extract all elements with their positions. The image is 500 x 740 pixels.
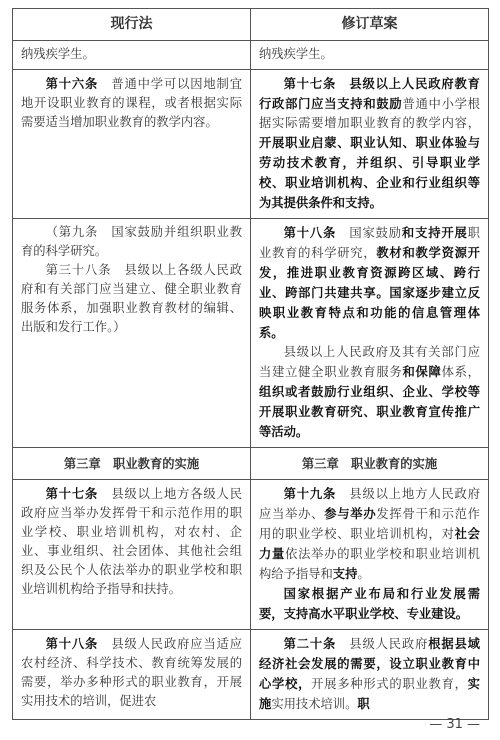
text-run: 体系， [441,365,480,379]
table-row [13,70,489,219]
revised-text: 职 [357,696,370,711]
text-run: 国家鼓励 [336,226,402,240]
cell-revised [251,219,489,448]
revised-text: 支持 [332,566,358,581]
table-row [13,480,489,630]
text-run: 纳残疾学生。 [259,47,333,61]
cell-current [13,70,251,219]
revised-text: 开展职业启蒙、职业认知、职业体验与劳动技术教育，并组织、引导职业学校、职业培训机构、企业和行业组织等为其提供条件和支持。 [259,135,480,210]
cell-revised [251,630,489,720]
header-revised-draft: 修订草案 [251,9,489,41]
text-run: 实用技术培训。 [271,697,358,711]
comparison-table [12,8,489,720]
cell-current [13,41,251,70]
revised-text: 县级以上人民政府教育行政部门应当支持和鼓励 [259,76,480,111]
article-number: 第二十条 [283,636,337,651]
text-run [336,77,349,91]
article-number: 第十六条 [45,76,99,91]
chapter-row [13,448,489,480]
revised-text: 实施 [259,676,480,711]
revised-text: 教材和教学资源开发，推进职业教育资源跨区域、跨行业、跨部门共建共享。国家逐步建立反映职业教育特点和功能的信息管理体系。 [259,245,480,340]
cell-revised [251,41,489,70]
cell-current [13,219,251,448]
page-number: — 31 — [429,717,480,732]
table-row [13,41,489,70]
table-row [13,219,489,448]
text-run: 发挥骨干和示范作用的职业学校、职业培训机构，对 [259,507,480,541]
text-run: 。 [357,567,370,581]
cell-current [13,630,251,720]
revised-text: 参与举办 [324,506,377,521]
revised-text: 国家根据产业布局和行业发展需要，支持高水平职业学校、专业建设。 [259,586,480,621]
article-number: 第十七条 [45,486,99,501]
article-number: 第十八条 [283,225,337,240]
cell-current [13,480,251,630]
text-run: 普通中学可以因地制宜地开设职业教育的课程，或者根据实际需要适当增加职业教育的教学内容。 [21,77,242,129]
text-run: 第三十八条 县级以上各级人民政府和有关部门应当建立、健全职业教育服务体系，加强职业教育教材的编辑、出版和发行工作。） [21,263,242,334]
revised-text: 和保障 [402,364,442,379]
header-current-law: 现行法 [13,9,251,41]
chapter-title-current: 第三章 职业教育的实施 [13,448,251,480]
text-run: 县级以上人民政府及其有关部门应当建立健全职业教育服务 [259,345,480,379]
article-number: 第十八条 [45,636,99,651]
text-run: 县级人民政府应当适应农村经济、科学技术、教育统筹发展的需要，举办多种形式的职业教育，开展实用技术的培训，促进农 [21,637,242,708]
table-row [13,630,489,720]
revised-text: 根据县域经济社会发展的需要，设立职业教育中心学校， [259,636,480,691]
text-run: 依法举办的职业学校和职业培训机构给予指导和 [259,547,480,581]
text-run: 县级以上地方人民政府应当举办、 [259,487,480,521]
text-run: 普通中小学根据实际需要增加职业教育的教学内容， [259,97,480,130]
chapter-title-revised: 第三章 职业教育的实施 [251,448,489,480]
article-number: 第十七条 [283,76,337,91]
revised-text: 组织或者鼓励行业组织、企业、学校等开展职业教育研究、职业教育宣传推广等活动。 [259,384,480,439]
revised-text: 和支持开展 [401,225,468,240]
cell-revised [251,480,489,630]
text-run: （第九条 国家鼓励并组织职业教育的科学研究。 [21,225,242,258]
table-header-row [13,9,489,41]
text-run: 开展多种形式的职业教育， [311,677,468,691]
article-number: 第十九条 [283,486,337,501]
text-run: 县级人民政府 [336,637,429,651]
text-run: 县级以上地方各级人民政府应当举办发挥骨干和示范作用的职业学校、职业培训机构，对农村、企业、事业组织、社会团体、其他社会组织及公民个人依法举办的职业学校和职业培训机构给予指导和扶持。 [21,487,242,596]
text-run: 职业教育的科学研究， [259,226,480,260]
revised-text: 社会力量 [259,526,480,561]
cell-revised [251,70,489,219]
text-run: 纳残疾学生。 [21,47,95,61]
